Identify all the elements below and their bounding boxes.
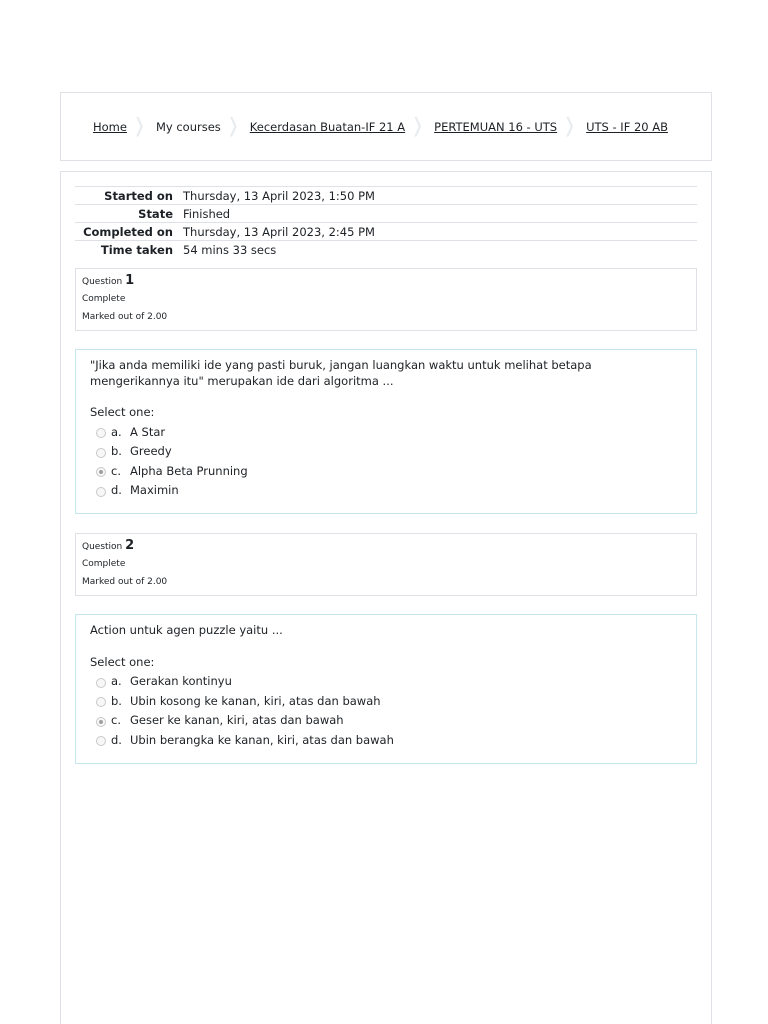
option-letter: b.: [111, 444, 122, 459]
option-text: Geser ke kanan, kiri, atas dan bawah: [130, 713, 344, 728]
radio-button[interactable]: [96, 487, 106, 497]
breadcrumb-course-link[interactable]: Kecerdasan Buatan-IF 21 A: [249, 119, 406, 134]
question-2-content: [75, 614, 697, 764]
option-text: Greedy: [130, 444, 172, 459]
breadcrumb-home-link[interactable]: Home: [93, 119, 127, 134]
state-label: State: [138, 206, 173, 221]
summary-row-time-taken: [75, 241, 697, 259]
breadcrumb-quiz-link[interactable]: UTS - IF 20 AB: [586, 119, 669, 134]
radio-button-selected[interactable]: [96, 717, 106, 727]
breadcrumb-separator: [230, 117, 237, 137]
option-letter: a.: [111, 674, 122, 689]
radio-button-selected[interactable]: [96, 467, 106, 477]
question-2-heading: [82, 538, 690, 555]
question-number: 1: [125, 273, 135, 288]
radio-button[interactable]: [96, 428, 106, 438]
time-taken-value: 54 mins 33 secs: [183, 242, 277, 257]
quiz-review-card: [60, 171, 712, 1024]
summary-row-started: [75, 187, 697, 205]
question-label: Question: [82, 542, 123, 552]
radio-button[interactable]: [96, 448, 106, 458]
option-text: Ubin kosong ke kanan, kiri, atas dan bawah: [130, 693, 381, 708]
question-status: Complete: [82, 559, 126, 569]
started-on-label: Started on: [104, 188, 173, 203]
state-value: Finished: [183, 206, 231, 221]
select-one-prompt: Select one:: [90, 654, 155, 669]
option-text: Maximin: [130, 483, 179, 498]
breadcrumb: [93, 93, 668, 160]
question-status: Complete: [82, 294, 126, 304]
option-text: A Star: [130, 424, 166, 439]
option-letter: c.: [111, 463, 121, 478]
answer-option-b[interactable]: [90, 691, 682, 711]
question-2-info: [75, 533, 697, 596]
question-number: 2: [125, 538, 135, 553]
radio-button[interactable]: [96, 678, 106, 688]
option-text: Gerakan kontinyu: [130, 674, 232, 689]
select-one-prompt: Select one:: [90, 405, 155, 419]
radio-button[interactable]: [96, 736, 106, 746]
breadcrumb-card: [60, 92, 712, 161]
breadcrumb-my-courses: My courses: [155, 119, 221, 134]
question-marks: Marked out of 2.00: [82, 312, 168, 322]
breadcrumb-separator: [566, 117, 573, 137]
question-text: "Jika anda memiliki ide yang pasti buruk, jangan luangkan waktu untuk melihat betapa mengerikannya itu" merupakan ide dari algoritma ...: [90, 358, 592, 388]
breadcrumb-separator: [414, 117, 421, 137]
attempt-summary-table: [75, 186, 697, 259]
option-letter: d.: [111, 483, 122, 498]
question-text: Action untuk agen puzzle yaitu ...: [90, 623, 283, 637]
option-text: Alpha Beta Prunning: [130, 463, 248, 478]
answer-option-b[interactable]: [90, 442, 682, 462]
answer-option-a[interactable]: [90, 672, 682, 692]
option-letter: d.: [111, 732, 122, 747]
answer-option-c[interactable]: [90, 711, 682, 731]
option-letter: c.: [111, 713, 121, 728]
summary-row-state: [75, 205, 697, 223]
answer-option-a[interactable]: [90, 422, 682, 442]
summary-row-completed: [75, 223, 697, 241]
completed-on-label: Completed on: [83, 224, 173, 239]
breadcrumb-separator: [136, 117, 143, 137]
radio-button[interactable]: [96, 697, 106, 707]
answer-option-d[interactable]: [90, 730, 682, 750]
answer-option-d[interactable]: [90, 481, 682, 501]
question-1-info: [75, 268, 697, 331]
started-on-value: Thursday, 13 April 2023, 1:50 PM: [183, 188, 375, 203]
option-letter: a.: [111, 424, 122, 439]
answer-option-c[interactable]: [90, 461, 682, 481]
time-taken-label: Time taken: [100, 242, 173, 257]
option-letter: b.: [111, 693, 122, 708]
option-text: Ubin berangka ke kanan, kiri, atas dan bawah: [130, 732, 394, 747]
question-1-content: [75, 349, 697, 514]
completed-on-value: Thursday, 13 April 2023, 2:45 PM: [183, 224, 375, 239]
breadcrumb-section-link[interactable]: PERTEMUAN 16 - UTS: [434, 119, 558, 134]
question-1-heading: [82, 273, 690, 290]
question-marks: Marked out of 2.00: [82, 577, 168, 587]
question-label: Question: [82, 277, 123, 287]
